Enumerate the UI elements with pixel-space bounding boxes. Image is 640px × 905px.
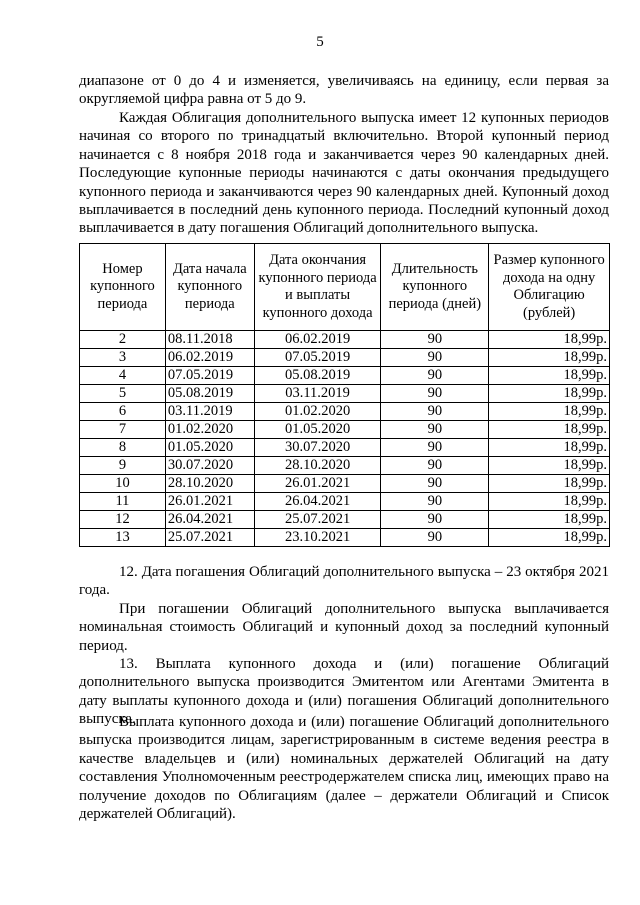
cell-duration: 90 <box>381 475 489 493</box>
cell-duration: 90 <box>381 493 489 511</box>
coupon-schedule-table <box>79 243 610 547</box>
cell-duration: 90 <box>381 349 489 367</box>
cell-start-date: 06.02.2019 <box>165 349 254 367</box>
cell-end-date: 23.10.2021 <box>254 529 381 547</box>
table-row <box>80 367 610 385</box>
cell-end-date: 28.10.2020 <box>254 457 381 475</box>
cell-duration: 90 <box>381 511 489 529</box>
cell-coupon-amount: 18,99р. <box>489 331 610 349</box>
cell-start-date: 08.11.2018 <box>165 331 254 349</box>
header-duration: Длительность купонного периода (дней) <box>381 244 489 331</box>
table-row <box>80 511 610 529</box>
cell-period-number: 5 <box>80 385 166 403</box>
paragraph-rounding-rule: диапазоне от 0 до 4 и изменяется, увеличиваясь на единицу, если первая за округляемой цифра равна от 5 до 9. <box>79 73 609 108</box>
cell-end-date: 03.11.2019 <box>254 385 381 403</box>
cell-duration: 90 <box>381 385 489 403</box>
cell-coupon-amount: 18,99р. <box>489 439 610 457</box>
cell-period-number: 4 <box>80 367 166 385</box>
cell-start-date: 05.08.2019 <box>165 385 254 403</box>
table-row <box>80 493 610 511</box>
header-coupon-amount: Размер купонного дохода на одну Облигацию (рублей) <box>489 244 610 331</box>
paragraph-payment-recipients: Выплата купонного дохода и (или) погашение Облигаций дополнительного выпуска производится лицам, зарегистрированным в системе ведения реестра в качестве владельцев и (или) номинальных держателей Облигаций на дату составления Уполномоченным реестродержателем списка лиц, имеющих право на получение доходов по Облигациям (далее – держатели Облигаций и Список держателей Облигаций). <box>79 714 609 823</box>
cell-start-date: 03.11.2019 <box>165 403 254 421</box>
cell-start-date: 01.05.2020 <box>165 439 254 457</box>
cell-coupon-amount: 18,99р. <box>489 403 610 421</box>
cell-end-date: 26.04.2021 <box>254 493 381 511</box>
cell-start-date: 25.07.2021 <box>165 529 254 547</box>
cell-duration: 90 <box>381 439 489 457</box>
table-header-row <box>80 244 610 331</box>
cell-start-date: 26.04.2021 <box>165 511 254 529</box>
cell-start-date: 28.10.2020 <box>165 475 254 493</box>
cell-duration: 90 <box>381 529 489 547</box>
cell-period-number: 11 <box>80 493 166 511</box>
cell-duration: 90 <box>381 457 489 475</box>
cell-start-date: 01.02.2020 <box>165 421 254 439</box>
cell-duration: 90 <box>381 421 489 439</box>
table-row <box>80 475 610 493</box>
cell-period-number: 2 <box>80 331 166 349</box>
cell-duration: 90 <box>381 403 489 421</box>
cell-duration: 90 <box>381 331 489 349</box>
table-row <box>80 529 610 547</box>
cell-period-number: 12 <box>80 511 166 529</box>
paragraph-maturity-date: 12. Дата погашения Облигаций дополнительного выпуска – 23 октября 2021 года. <box>79 564 609 599</box>
cell-period-number: 6 <box>80 403 166 421</box>
cell-coupon-amount: 18,99р. <box>489 367 610 385</box>
cell-coupon-amount: 18,99р. <box>489 457 610 475</box>
cell-coupon-amount: 18,99р. <box>489 493 610 511</box>
table-row <box>80 385 610 403</box>
cell-end-date: 25.07.2021 <box>254 511 381 529</box>
cell-start-date: 07.05.2019 <box>165 367 254 385</box>
table-row <box>80 439 610 457</box>
cell-period-number: 8 <box>80 439 166 457</box>
cell-end-date: 07.05.2019 <box>254 349 381 367</box>
cell-coupon-amount: 18,99р. <box>489 385 610 403</box>
cell-period-number: 10 <box>80 475 166 493</box>
cell-period-number: 9 <box>80 457 166 475</box>
cell-end-date: 01.05.2020 <box>254 421 381 439</box>
cell-end-date: 06.02.2019 <box>254 331 381 349</box>
cell-coupon-amount: 18,99р. <box>489 529 610 547</box>
cell-period-number: 7 <box>80 421 166 439</box>
cell-period-number: 3 <box>80 349 166 367</box>
header-period-number: Номер купонного периода <box>80 244 166 331</box>
cell-end-date: 05.08.2019 <box>254 367 381 385</box>
header-start-date: Дата начала купонного периода <box>165 244 254 331</box>
table-row <box>80 421 610 439</box>
cell-start-date: 30.07.2020 <box>165 457 254 475</box>
cell-coupon-amount: 18,99р. <box>489 511 610 529</box>
paragraph-payment-agent: 13. Выплата купонного дохода и (или) погашение Облигаций дополнительного выпуска производится Эмитентом или Агентами Эмитента в дату выплаты купонного дохода и (или) погашения Облигаций дополнительного выпуска. <box>79 656 609 728</box>
table-row <box>80 349 610 367</box>
table-row <box>80 403 610 421</box>
page-number: 5 <box>316 34 324 50</box>
cell-coupon-amount: 18,99р. <box>489 475 610 493</box>
cell-end-date: 01.02.2020 <box>254 403 381 421</box>
cell-duration: 90 <box>381 367 489 385</box>
cell-start-date: 26.01.2021 <box>165 493 254 511</box>
table-row <box>80 457 610 475</box>
cell-period-number: 13 <box>80 529 166 547</box>
cell-coupon-amount: 18,99р. <box>489 349 610 367</box>
table-row <box>80 331 610 349</box>
cell-coupon-amount: 18,99р. <box>489 421 610 439</box>
cell-end-date: 30.07.2020 <box>254 439 381 457</box>
cell-end-date: 26.01.2021 <box>254 475 381 493</box>
paragraph-redemption: При погашении Облигаций дополнительного выпуска выплачивается номинальная стоимость Облигаций и купонный доход за последний купонный период. <box>79 601 609 654</box>
paragraph-coupon-periods: Каждая Облигация дополнительного выпуска имеет 12 купонных периодов начиная со второго по тринадцатый включительно. Второй купонный период начинается с 8 ноября 2018 года и заканчивается через 90 календарных дней. Последующие купонные периоды начинаются с даты окончания предыдущего купонного периода и заканчиваются через 90 календарных дней. Купонный доход выплачивается в последний день купонного периода. Последний купонный доход выплачивается в дату погашения Облигаций дополнительного выпуска. <box>79 110 609 237</box>
header-end-date: Дата окончания купонного периода и выплаты купонного дохода <box>254 244 381 331</box>
